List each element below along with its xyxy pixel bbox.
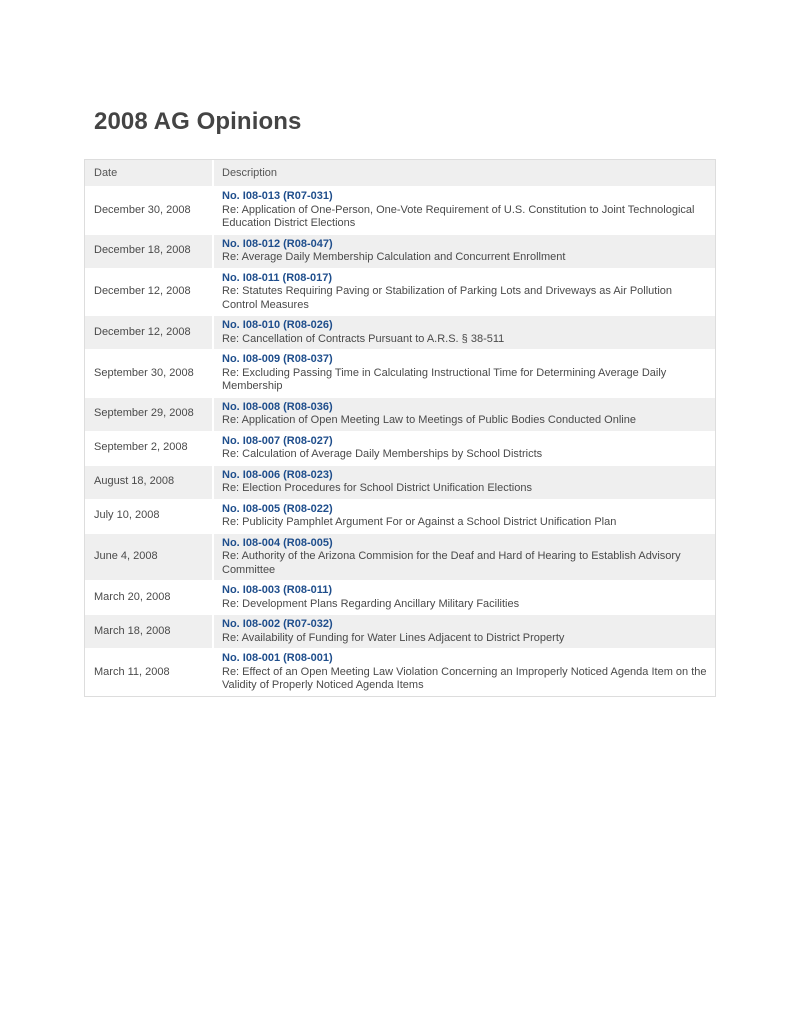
opinion-date: March 18, 2008	[85, 614, 212, 648]
table-row	[85, 431, 715, 465]
opinion-date: September 30, 2008	[85, 349, 212, 397]
table-row	[85, 186, 715, 234]
opinion-description-cell	[212, 648, 715, 696]
opinion-date: March 11, 2008	[85, 648, 212, 696]
opinion-description: Re: Authority of the Arizona Commision for the Deaf and Hard of Hearing to Establish Advisory Committee	[222, 550, 681, 576]
column-header-date: Date	[85, 160, 212, 186]
opinion-description-cell	[212, 397, 715, 431]
opinion-number-link[interactable]: No. I08-013 (R07-031)	[222, 190, 333, 202]
opinion-date: December 12, 2008	[85, 315, 212, 349]
opinion-description: Re: Application of Open Meeting Law to Meetings of Public Bodies Conducted Online	[222, 414, 636, 426]
opinion-description-cell	[212, 580, 715, 614]
opinion-description: Re: Statutes Requiring Paving or Stabilization of Parking Lots and Driveways as Air Pollution Control Measures	[222, 285, 673, 311]
opinion-number-link[interactable]: No. I08-005 (R08-022)	[222, 502, 333, 515]
table-row	[85, 315, 715, 349]
opinion-number-link[interactable]: No. I08-003 (R08-011)	[222, 584, 333, 596]
opinion-description: Re: Election Procedures for School District Unification Elections	[222, 482, 532, 494]
opinion-description-cell	[212, 315, 715, 349]
table-row	[85, 580, 715, 614]
opinions-table	[85, 160, 715, 696]
opinion-description-cell	[212, 349, 715, 397]
opinion-number-link[interactable]: No. I08-006 (R08-023)	[222, 468, 333, 481]
opinion-description-cell	[212, 499, 715, 533]
opinion-description: Re: Availability of Funding for Water Lines Adjacent to District Property	[222, 631, 565, 644]
opinion-date: December 30, 2008	[85, 186, 212, 234]
opinion-number-link[interactable]: No. I08-008 (R08-036)	[222, 400, 333, 413]
opinion-description-cell	[212, 614, 715, 648]
table-row	[85, 397, 715, 431]
opinion-date: December 18, 2008	[85, 234, 212, 268]
opinion-description-cell	[212, 465, 715, 499]
opinion-description: Re: Calculation of Average Daily Memberships by School Districts	[222, 448, 543, 460]
opinions-table-body	[85, 186, 715, 696]
opinion-description: Re: Effect of an Open Meeting Law Violation Concerning an Improperly Noticed Agenda Item on the Validity of Properly Noticed Agenda Items	[222, 665, 707, 691]
opinion-description-cell	[212, 533, 715, 581]
table-row	[85, 268, 715, 316]
opinion-date: December 12, 2008	[85, 268, 212, 316]
table-header-row	[85, 160, 715, 186]
opinions-table-container	[84, 159, 716, 697]
opinion-number-link[interactable]: No. I08-009 (R08-037)	[222, 353, 333, 365]
opinion-number-link[interactable]: No. I08-012 (R08-047)	[222, 237, 333, 250]
table-row	[85, 614, 715, 648]
opinion-number-link[interactable]: No. I08-011 (R08-017)	[222, 271, 333, 284]
page-title: 2008 AG Opinions	[94, 108, 302, 135]
opinion-description: Re: Publicity Pamphlet Argument For or Against a School District Unification Plan	[222, 516, 617, 528]
opinion-description: Re: Average Daily Membership Calculation and Concurrent Enrollment	[222, 251, 566, 263]
opinion-number-link[interactable]: No. I08-007 (R08-027)	[222, 434, 333, 447]
opinion-description-cell	[212, 186, 715, 234]
opinion-date: September 2, 2008	[85, 431, 212, 465]
opinion-description: Re: Cancellation of Contracts Pursuant to A.R.S. § 38-511	[222, 332, 505, 345]
column-header-description: Description	[212, 160, 715, 186]
opinion-number-link[interactable]: No. I08-002 (R07-032)	[222, 618, 333, 630]
table-row	[85, 648, 715, 696]
opinion-description-cell	[212, 431, 715, 465]
opinion-number-link[interactable]: No. I08-010 (R08-026)	[222, 319, 333, 331]
table-row	[85, 465, 715, 499]
table-row	[85, 349, 715, 397]
opinion-date: March 20, 2008	[85, 580, 212, 614]
table-row	[85, 234, 715, 268]
opinion-description: Re: Development Plans Regarding Ancillary Military Facilities	[222, 597, 520, 610]
table-row	[85, 533, 715, 581]
opinion-description: Re: Excluding Passing Time in Calculating Instructional Time for Determining Average Daily Membership	[222, 366, 667, 392]
table-row	[85, 499, 715, 533]
opinion-number-link[interactable]: No. I08-001 (R08-001)	[222, 652, 333, 664]
opinion-date: June 4, 2008	[85, 533, 212, 581]
opinion-description: Re: Application of One-Person, One-Vote Requirement of U.S. Constitution to Joint Technological Education District Elections	[222, 203, 695, 229]
opinion-date: July 10, 2008	[85, 499, 212, 533]
opinion-date: August 18, 2008	[85, 465, 212, 499]
opinion-date: September 29, 2008	[85, 397, 212, 431]
opinion-description-cell	[212, 268, 715, 316]
opinion-description-cell	[212, 234, 715, 268]
opinion-number-link[interactable]: No. I08-004 (R08-005)	[222, 536, 333, 549]
